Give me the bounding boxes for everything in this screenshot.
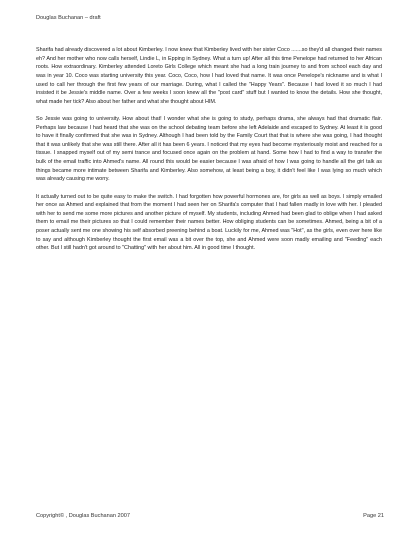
paragraph-2: So Jessie was going to university. How about that! I wonder what she is going to study, perhaps drama, she always had that dramatic flair. Perhaps law because I had heard that she was on the school debating team before she left Adelaide and escaped to Sydney. At least it is good to have it finally confirmed that she was in Sydney. Although I had been told by the Family Court that that is where she was going, I had thought that it was unlikely that she was still there. After all it has been 6 years. I noticed that my eyes had become mysteriously moist and reached for a tissue. I snapped myself out of my semi trance and focused once again on the problem at hand. Some how I had to find a way to transfer the bulk of the email traffic into Ahmed's name. All round this would be easier because I was afraid of how I was going to handle all the girl talk as things became more intimate between Sharifa and Kimberley. Also somehow, at least being a boy, it didn't feel like I was lying so much which was already causing me worry. (36, 115, 382, 183)
page-number: Page 21 (363, 513, 384, 519)
footer-copyright: Copyright© , Douglas Buchanan 2007 (36, 513, 130, 519)
paragraph-3: It actually turned out to be quite easy to make the switch. I had forgotten how powerful hormones are, for girls as well as boys. I simply emailed her once as Ahmed and explained that from the moment I had seen her on Sharifa's computer that I had fallen madly in love with her. I pleaded with her to send me some more pictures and another picture of myself. My students, including Ahmed had been glad to oblige when I had asked them to email me their pictures so that I could remember their names better. How obliging students can be sometimes. Ahmed, being a bit of a poser actually sent me one showing his self absorbed preening behind a boat. Luckily for me, Ahmed was "Hot", as the girls, even over here like to say and although Kimberley thought the first email was a bit over the top, she and Ahmed were soon madly emailing and "Feeding" each other. But I still hadn't got around to "Chatting" with her about him. All in good time I thought. (36, 193, 382, 252)
paragraph-1: Sharifa had already discovered a lot about Kimberley. I now knew that Kimberley lived with her sister Coco .......so they'd all changed their names eh? And her mother who now calls herself, Lindie L, in Epping in Sydney. What a turn up! After all this time Penelope had returned to her African roots. How extraordinary. Kimberley attended Loreto Girls College which meant she had a long train journey to and from school each day and was in year 10. Coco was starting university this year. Coco, Coco, how I had loved that name. It was once Penelope's nickname and is what I used to call her through the first few years of our marriage. During, what I called the "Happy Years". Because I had loved it so much I had insisted it be Jessie's middle name. Over a few weeks I soon knew all the "post card" stuff but I wanted to know the details. How she thought, what made her tick? Also about her father and what she thought about HIM. (36, 47, 382, 105)
running-header: Douglas Buchanan – draft (36, 15, 101, 21)
body-text (36, 46, 382, 262)
